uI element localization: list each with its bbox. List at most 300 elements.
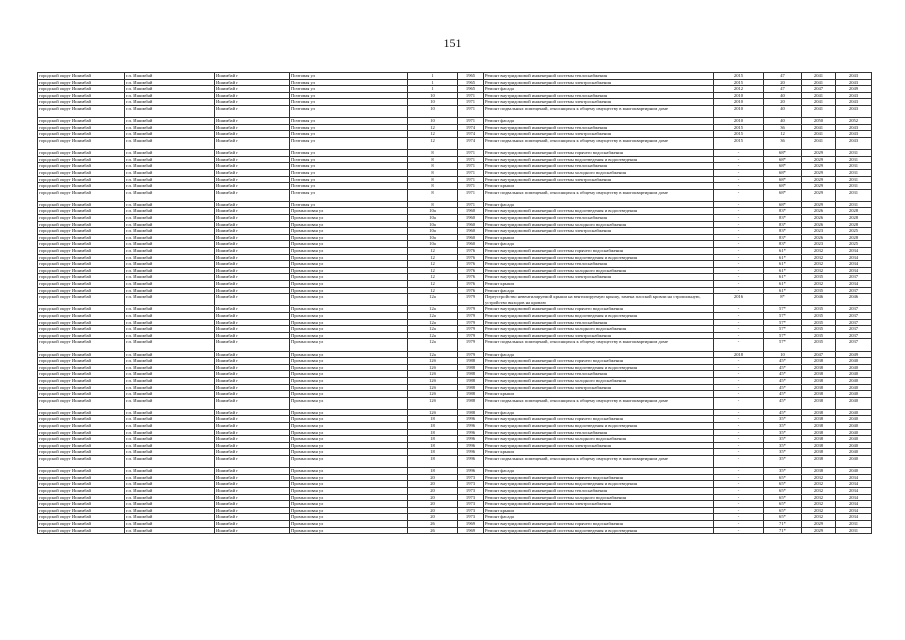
cell-wear: 47 bbox=[764, 86, 802, 93]
cell-wear: 65* bbox=[764, 494, 802, 501]
cell-plan-start: 2029 bbox=[802, 169, 836, 176]
cell-locality: Ишимбай г bbox=[215, 208, 290, 215]
cell-house-number: 18 bbox=[408, 449, 458, 456]
table-row bbox=[38, 391, 872, 398]
cell-house-number: 12 bbox=[408, 124, 458, 131]
cell-plan-start: 2032 bbox=[802, 514, 836, 521]
cell-plan-end: 2034 bbox=[836, 514, 872, 521]
cell-wear: 20 bbox=[764, 79, 802, 86]
cell-wear: 40 bbox=[764, 92, 802, 99]
cell-plan-end: 2031 bbox=[836, 520, 872, 527]
cell-locality: Ишимбай г bbox=[215, 520, 290, 527]
cell-last-repair-year: - bbox=[714, 156, 764, 163]
cell-plan-start: 2032 bbox=[802, 261, 836, 268]
cell-house-number: 20 bbox=[408, 514, 458, 521]
cell-municipality: городской округ Ишимбай bbox=[38, 156, 125, 163]
cell-street: Почтовая ул bbox=[290, 201, 408, 208]
capital-repair-table bbox=[37, 72, 872, 534]
cell-municipality: городской округ Ишимбай bbox=[38, 358, 125, 365]
cell-settlement: г.п. Ишимбай bbox=[125, 391, 215, 398]
cell-plan-start: 2041 bbox=[802, 73, 836, 80]
cell-last-repair-year: - bbox=[714, 436, 764, 443]
cell-street: Промысловая ул bbox=[290, 507, 408, 514]
table-row bbox=[38, 163, 872, 170]
cell-build-year: 1960 bbox=[458, 228, 484, 235]
cell-last-repair-year: - bbox=[714, 481, 764, 488]
cell-municipality: городской округ Ишимбай bbox=[38, 201, 125, 208]
cell-house-number: 18 bbox=[408, 442, 458, 449]
cell-build-year: 1996 bbox=[458, 442, 484, 449]
cell-plan-start: 2038 bbox=[802, 416, 836, 423]
cell-plan-end: 2034 bbox=[836, 261, 872, 268]
cell-settlement: г.п. Ишимбай bbox=[125, 150, 215, 157]
cell-plan-start: 2041 bbox=[802, 105, 836, 117]
cell-plan-start: 2035 bbox=[802, 326, 836, 333]
cell-settlement: г.п. Ишимбай bbox=[125, 520, 215, 527]
cell-work-type: Ремонт внутридомовой инженерной системы электроснабжения bbox=[484, 274, 714, 281]
cell-street: Промысловая ул bbox=[290, 384, 408, 391]
cell-house-number: 12 bbox=[408, 261, 458, 268]
cell-wear: 68* bbox=[764, 156, 802, 163]
cell-locality: Ишимбай г bbox=[215, 468, 290, 475]
cell-house-number: 8 bbox=[408, 201, 458, 208]
cell-work-type: Ремонт внутридомовой инженерной системы водоотведения и водоотведения bbox=[484, 481, 714, 488]
cell-plan-start: 2038 bbox=[802, 423, 836, 430]
cell-wear: 61* bbox=[764, 274, 802, 281]
cell-work-type: Ремонт внутридомовой инженерной системы горячего водоснабжения bbox=[484, 520, 714, 527]
cell-municipality: городской округ Ишимбай bbox=[38, 306, 125, 313]
cell-locality: Ишимбай г bbox=[215, 384, 290, 391]
cell-work-type: Ремонт внутридомовой инженерной системы электроснабжения bbox=[484, 228, 714, 235]
cell-last-repair-year: - bbox=[714, 514, 764, 521]
cell-last-repair-year: - bbox=[714, 306, 764, 313]
cell-street: Почтовая ул bbox=[290, 183, 408, 190]
cell-house-number: 10а bbox=[408, 208, 458, 215]
cell-street: Почтовая ул bbox=[290, 118, 408, 125]
table-row bbox=[38, 241, 872, 248]
cell-locality: Ишимбай г bbox=[215, 92, 290, 99]
cell-house-number: 12б bbox=[408, 397, 458, 409]
cell-street: Почтовая ул bbox=[290, 150, 408, 157]
cell-wear: 65* bbox=[764, 514, 802, 521]
cell-locality: Ишимбай г bbox=[215, 306, 290, 313]
cell-house-number: 12а bbox=[408, 294, 458, 306]
cell-last-repair-year: - bbox=[714, 397, 764, 409]
table-row bbox=[38, 501, 872, 508]
cell-plan-start: 2029 bbox=[802, 189, 836, 201]
cell-locality: Ишимбай г bbox=[215, 124, 290, 131]
cell-locality: Ишимбай г bbox=[215, 201, 290, 208]
cell-municipality: городской округ Ишимбай bbox=[38, 436, 125, 443]
cell-plan-end: 2040 bbox=[836, 436, 872, 443]
cell-house-number: 10 bbox=[408, 118, 458, 125]
cell-plan-start: 2032 bbox=[802, 488, 836, 495]
cell-locality: Ишимбай г bbox=[215, 105, 290, 117]
cell-settlement: г.п. Ишимбай bbox=[125, 79, 215, 86]
cell-locality: Ишимбай г bbox=[215, 118, 290, 125]
cell-street: Почтовая ул bbox=[290, 99, 408, 106]
cell-locality: Ишимбай г bbox=[215, 79, 290, 86]
table-row bbox=[38, 73, 872, 80]
cell-house-number: 18 bbox=[408, 436, 458, 443]
cell-house-number: 12а bbox=[408, 312, 458, 319]
cell-settlement: г.п. Ишимбай bbox=[125, 254, 215, 261]
cell-build-year: 1976 bbox=[458, 248, 484, 255]
cell-municipality: городской округ Ишимбай bbox=[38, 409, 125, 416]
cell-wear: 45* bbox=[764, 371, 802, 378]
cell-work-type: Ремонт внутридомовой инженерной системы холодного водоснабжения bbox=[484, 494, 714, 501]
cell-street: Промысловая ул bbox=[290, 221, 408, 228]
cell-settlement: г.п. Ишимбай bbox=[125, 267, 215, 274]
cell-plan-end: 2031 bbox=[836, 169, 872, 176]
cell-build-year: 1973 bbox=[458, 501, 484, 508]
cell-work-type: Ремонт крыши bbox=[484, 281, 714, 288]
cell-house-number: 20 bbox=[408, 474, 458, 481]
cell-plan-end: 2034 bbox=[836, 507, 872, 514]
cell-work-type: Ремонт фасада bbox=[484, 351, 714, 358]
table-row bbox=[38, 371, 872, 378]
table-row bbox=[38, 474, 872, 481]
cell-build-year: 1988 bbox=[458, 391, 484, 398]
cell-street: Промысловая ул bbox=[290, 228, 408, 235]
cell-locality: Ишимбай г bbox=[215, 163, 290, 170]
cell-settlement: г.п. Ишимбай bbox=[125, 319, 215, 326]
cell-work-type: Ремонт внутридомовой инженерной системы холодного водоснабжения bbox=[484, 377, 714, 384]
cell-plan-end: 2046 bbox=[836, 294, 872, 306]
cell-house-number: 8 bbox=[408, 176, 458, 183]
table-row bbox=[38, 267, 872, 274]
cell-work-type: Ремонт крыши bbox=[484, 183, 714, 190]
cell-street: Почтовая ул bbox=[290, 169, 408, 176]
cell-wear: 57* bbox=[764, 339, 802, 351]
cell-build-year: 1988 bbox=[458, 409, 484, 416]
cell-work-type: Ремонт подвальных помещений, относящихся к общему имуществу в многоквартирном доме bbox=[484, 456, 714, 468]
cell-house-number: 12 bbox=[408, 131, 458, 138]
cell-municipality: городской округ Ишимбай bbox=[38, 234, 125, 241]
cell-plan-start: 2041 bbox=[802, 99, 836, 106]
cell-wear: 47 bbox=[764, 73, 802, 80]
cell-municipality: городской округ Ишимбай bbox=[38, 449, 125, 456]
cell-last-repair-year: 2018 bbox=[714, 351, 764, 358]
cell-wear: 83* bbox=[764, 241, 802, 248]
cell-wear: 68* bbox=[764, 169, 802, 176]
cell-wear: 68* bbox=[764, 189, 802, 201]
cell-plan-start: 2038 bbox=[802, 456, 836, 468]
cell-build-year: 1974 bbox=[458, 124, 484, 131]
cell-house-number: 1 bbox=[408, 79, 458, 86]
cell-plan-start: 2041 bbox=[802, 124, 836, 131]
cell-street: Промысловая ул bbox=[290, 364, 408, 371]
cell-plan-end: 2031 bbox=[836, 163, 872, 170]
cell-locality: Ишимбай г bbox=[215, 228, 290, 235]
cell-settlement: г.п. Ишимбай bbox=[125, 124, 215, 131]
table-row bbox=[38, 358, 872, 365]
cell-settlement: г.п. Ишимбай bbox=[125, 416, 215, 423]
cell-work-type: Ремонт фасада bbox=[484, 118, 714, 125]
cell-municipality: городской округ Ишимбай bbox=[38, 514, 125, 521]
cell-work-type: Ремонт внутридомовой инженерной системы водоотведения и водоотведения bbox=[484, 156, 714, 163]
cell-work-type: Ремонт крыши bbox=[484, 449, 714, 456]
cell-municipality: городской округ Ишимбай bbox=[38, 527, 125, 534]
cell-plan-end: 2031 bbox=[836, 156, 872, 163]
cell-plan-end: 2040 bbox=[836, 364, 872, 371]
cell-street: Промысловая ул bbox=[290, 456, 408, 468]
cell-build-year: 1971 bbox=[458, 201, 484, 208]
cell-wear: 12 bbox=[764, 131, 802, 138]
cell-wear: 45* bbox=[764, 397, 802, 409]
cell-plan-start: 2029 bbox=[802, 150, 836, 157]
cell-locality: Ишимбай г bbox=[215, 287, 290, 294]
cell-work-type: Ремонт подвальных помещений, относящихся к общему имуществу в многоквартирном доме bbox=[484, 397, 714, 409]
cell-wear: 68* bbox=[764, 176, 802, 183]
cell-plan-end: 2040 bbox=[836, 468, 872, 475]
cell-street: Промысловая ул bbox=[290, 215, 408, 222]
cell-house-number: 12а bbox=[408, 319, 458, 326]
cell-plan-end: 2052 bbox=[836, 118, 872, 125]
table-row bbox=[38, 442, 872, 449]
cell-house-number: 12б bbox=[408, 409, 458, 416]
cell-municipality: городской округ Ишимбай bbox=[38, 208, 125, 215]
cell-plan-end: 2040 bbox=[836, 371, 872, 378]
cell-last-repair-year: 2015 bbox=[714, 137, 764, 149]
cell-wear: 45* bbox=[764, 384, 802, 391]
cell-locality: Ишимбай г bbox=[215, 99, 290, 106]
cell-work-type: Ремонт внутридомовой инженерной системы горячего водоснабжения bbox=[484, 474, 714, 481]
cell-locality: Ишимбай г bbox=[215, 312, 290, 319]
cell-plan-end: 2040 bbox=[836, 391, 872, 398]
cell-work-type: Переустройство невентилируемой крыши на вентилируемую крышу, замена плоской кровли на стропильную, устройство выходов на кровлю bbox=[484, 294, 714, 306]
cell-plan-end: 2034 bbox=[836, 501, 872, 508]
cell-build-year: 1976 bbox=[458, 267, 484, 274]
cell-last-repair-year: - bbox=[714, 468, 764, 475]
cell-municipality: городской округ Ишимбай bbox=[38, 501, 125, 508]
cell-work-type: Ремонт внутридомовой инженерной системы водоотведения и водоотведения bbox=[484, 423, 714, 430]
cell-build-year: 1996 bbox=[458, 429, 484, 436]
cell-plan-start: 2032 bbox=[802, 481, 836, 488]
cell-build-year: 1988 bbox=[458, 397, 484, 409]
cell-settlement: г.п. Ишимбай bbox=[125, 429, 215, 436]
cell-work-type: Ремонт крыши bbox=[484, 507, 714, 514]
table-row bbox=[38, 215, 872, 222]
cell-plan-end: 2034 bbox=[836, 481, 872, 488]
cell-street: Промысловая ул bbox=[290, 339, 408, 351]
cell-locality: Ишимбай г bbox=[215, 215, 290, 222]
table-row bbox=[38, 281, 872, 288]
cell-house-number: 8 bbox=[408, 189, 458, 201]
cell-house-number: 10а bbox=[408, 215, 458, 222]
table-row bbox=[38, 189, 872, 201]
cell-street: Промысловая ул bbox=[290, 481, 408, 488]
cell-build-year: 1988 bbox=[458, 377, 484, 384]
cell-last-repair-year: - bbox=[714, 201, 764, 208]
cell-plan-end: 2025 bbox=[836, 241, 872, 248]
cell-plan-end: 2037 bbox=[836, 306, 872, 313]
cell-plan-start: 2038 bbox=[802, 397, 836, 409]
cell-house-number: 18 bbox=[408, 423, 458, 430]
cell-settlement: г.п. Ишимбай bbox=[125, 468, 215, 475]
cell-plan-end: 2040 bbox=[836, 429, 872, 436]
cell-house-number: 1 bbox=[408, 73, 458, 80]
cell-build-year: 1971 bbox=[458, 163, 484, 170]
cell-plan-start: 2035 bbox=[802, 332, 836, 339]
cell-street: Промысловая ул bbox=[290, 287, 408, 294]
cell-wear: 57* bbox=[764, 332, 802, 339]
cell-build-year: 1971 bbox=[458, 92, 484, 99]
cell-settlement: г.п. Ишимбай bbox=[125, 501, 215, 508]
cell-wear: 57* bbox=[764, 326, 802, 333]
cell-municipality: городской округ Ишимбай bbox=[38, 176, 125, 183]
cell-locality: Ишимбай г bbox=[215, 241, 290, 248]
cell-last-repair-year: - bbox=[714, 409, 764, 416]
cell-locality: Ишимбай г bbox=[215, 527, 290, 534]
cell-plan-end: 2043 bbox=[836, 137, 872, 149]
cell-plan-start: 2032 bbox=[802, 494, 836, 501]
cell-house-number: 20 bbox=[408, 507, 458, 514]
table-row bbox=[38, 79, 872, 86]
cell-last-repair-year: 2015 bbox=[714, 131, 764, 138]
cell-wear: 45* bbox=[764, 391, 802, 398]
cell-last-repair-year: - bbox=[714, 384, 764, 391]
cell-locality: Ишимбай г bbox=[215, 391, 290, 398]
cell-build-year: 1965 bbox=[458, 73, 484, 80]
cell-settlement: г.п. Ишимбай bbox=[125, 228, 215, 235]
cell-locality: Ишимбай г bbox=[215, 429, 290, 436]
cell-street: Промысловая ул bbox=[290, 254, 408, 261]
table-row bbox=[38, 449, 872, 456]
cell-build-year: 1976 bbox=[458, 261, 484, 268]
cell-build-year: 1996 bbox=[458, 449, 484, 456]
cell-house-number: 18 bbox=[408, 456, 458, 468]
cell-plan-start: 2038 bbox=[802, 449, 836, 456]
cell-wear: 65* bbox=[764, 481, 802, 488]
cell-work-type: Ремонт внутридомовой инженерной системы холодного водоснабжения bbox=[484, 169, 714, 176]
cell-street: Промысловая ул bbox=[290, 208, 408, 215]
cell-locality: Ишимбай г bbox=[215, 326, 290, 333]
cell-work-type: Ремонт внутридомовой инженерной системы водоотведения и водоотведения bbox=[484, 312, 714, 319]
cell-build-year: 1973 bbox=[458, 474, 484, 481]
cell-work-type: Ремонт внутридомовой инженерной системы электроснабжения bbox=[484, 332, 714, 339]
cell-build-year: 1996 bbox=[458, 456, 484, 468]
cell-street: Промысловая ул bbox=[290, 488, 408, 495]
cell-work-type: Ремонт внутридомовой инженерной системы теплоснабжения bbox=[484, 429, 714, 436]
cell-house-number: 12а bbox=[408, 306, 458, 313]
cell-house-number: 10а bbox=[408, 241, 458, 248]
cell-plan-end: 2043 bbox=[836, 92, 872, 99]
cell-settlement: г.п. Ишимбай bbox=[125, 92, 215, 99]
cell-municipality: городской округ Ишимбай bbox=[38, 371, 125, 378]
cell-build-year: 1979 bbox=[458, 306, 484, 313]
cell-plan-end: 2034 bbox=[836, 488, 872, 495]
cell-plan-start: 2038 bbox=[802, 384, 836, 391]
table-row bbox=[38, 124, 872, 131]
cell-municipality: городской округ Ишимбай bbox=[38, 267, 125, 274]
cell-plan-start: 2035 bbox=[802, 274, 836, 281]
cell-plan-start: 2026 bbox=[802, 221, 836, 228]
cell-last-repair-year: - bbox=[714, 332, 764, 339]
cell-locality: Ишимбай г bbox=[215, 281, 290, 288]
cell-plan-end: 2028 bbox=[836, 208, 872, 215]
cell-plan-end: 2040 bbox=[836, 456, 872, 468]
cell-locality: Ишимбай г bbox=[215, 221, 290, 228]
cell-plan-start: 2026 bbox=[802, 208, 836, 215]
cell-house-number: 1 bbox=[408, 86, 458, 93]
cell-plan-end: 2040 bbox=[836, 384, 872, 391]
cell-settlement: г.п. Ишимбай bbox=[125, 86, 215, 93]
cell-plan-end: 2040 bbox=[836, 416, 872, 423]
cell-last-repair-year: - bbox=[714, 267, 764, 274]
cell-plan-end: 2040 bbox=[836, 409, 872, 416]
cell-work-type: Ремонт внутридомовой инженерной системы водоотведения и водоотведения bbox=[484, 254, 714, 261]
cell-municipality: городской округ Ишимбай bbox=[38, 474, 125, 481]
cell-work-type: Ремонт внутридомовой инженерной системы горячего водоснабжения bbox=[484, 248, 714, 255]
cell-street: Промысловая ул bbox=[290, 241, 408, 248]
cell-work-type: Ремонт внутридомовой инженерной системы холодного водоснабжения bbox=[484, 267, 714, 274]
cell-street: Промысловая ул bbox=[290, 281, 408, 288]
cell-plan-end: 2031 bbox=[836, 201, 872, 208]
cell-settlement: г.п. Ишимбай bbox=[125, 488, 215, 495]
cell-work-type: Ремонт внутридомовой инженерной системы горячего водоснабжения bbox=[484, 358, 714, 365]
cell-municipality: городской округ Ишимбай bbox=[38, 131, 125, 138]
cell-plan-start: 2038 bbox=[802, 371, 836, 378]
cell-work-type: Ремонт внутридомовой инженерной системы электроснабжения bbox=[484, 176, 714, 183]
cell-locality: Ишимбай г bbox=[215, 156, 290, 163]
cell-municipality: городской округ Ишимбай bbox=[38, 442, 125, 449]
cell-last-repair-year: - bbox=[714, 189, 764, 201]
cell-last-repair-year: - bbox=[714, 364, 764, 371]
cell-street: Промысловая ул bbox=[290, 312, 408, 319]
cell-wear: 83* bbox=[764, 215, 802, 222]
cell-work-type: Ремонт крыши bbox=[484, 234, 714, 241]
cell-last-repair-year: - bbox=[714, 215, 764, 222]
cell-build-year: 1976 bbox=[458, 287, 484, 294]
cell-plan-start: 2046 bbox=[802, 294, 836, 306]
cell-build-year: 1971 bbox=[458, 150, 484, 157]
cell-street: Промысловая ул bbox=[290, 319, 408, 326]
cell-wear: 61* bbox=[764, 267, 802, 274]
cell-plan-end: 2034 bbox=[836, 254, 872, 261]
cell-settlement: г.п. Ишимбай bbox=[125, 377, 215, 384]
cell-settlement: г.п. Ишимбай bbox=[125, 73, 215, 80]
cell-municipality: городской округ Ишимбай bbox=[38, 228, 125, 235]
cell-settlement: г.п. Ишимбай bbox=[125, 326, 215, 333]
cell-settlement: г.п. Ишимбай bbox=[125, 332, 215, 339]
cell-wear: 57* bbox=[764, 319, 802, 326]
cell-plan-start: 2038 bbox=[802, 442, 836, 449]
cell-plan-start: 2029 bbox=[802, 201, 836, 208]
cell-settlement: г.п. Ишимбай bbox=[125, 306, 215, 313]
cell-build-year: 1973 bbox=[458, 514, 484, 521]
cell-wear: 83* bbox=[764, 208, 802, 215]
cell-settlement: г.п. Ишимбай bbox=[125, 456, 215, 468]
cell-plan-end: 2040 bbox=[836, 377, 872, 384]
cell-settlement: г.п. Ишимбай bbox=[125, 358, 215, 365]
cell-house-number: 12б bbox=[408, 391, 458, 398]
cell-build-year: 1971 bbox=[458, 176, 484, 183]
cell-house-number: 18 bbox=[408, 468, 458, 475]
cell-plan-end: 2040 bbox=[836, 442, 872, 449]
cell-build-year: 1965 bbox=[458, 79, 484, 86]
cell-locality: Ишимбай г bbox=[215, 514, 290, 521]
table-row bbox=[38, 228, 872, 235]
cell-wear: 65* bbox=[764, 474, 802, 481]
cell-plan-start: 2029 bbox=[802, 176, 836, 183]
cell-street: Промысловая ул bbox=[290, 423, 408, 430]
cell-build-year: 1973 bbox=[458, 481, 484, 488]
cell-plan-end: 2037 bbox=[836, 332, 872, 339]
cell-municipality: городской округ Ишимбай bbox=[38, 261, 125, 268]
table-row bbox=[38, 339, 872, 351]
cell-wear: 36 bbox=[764, 124, 802, 131]
